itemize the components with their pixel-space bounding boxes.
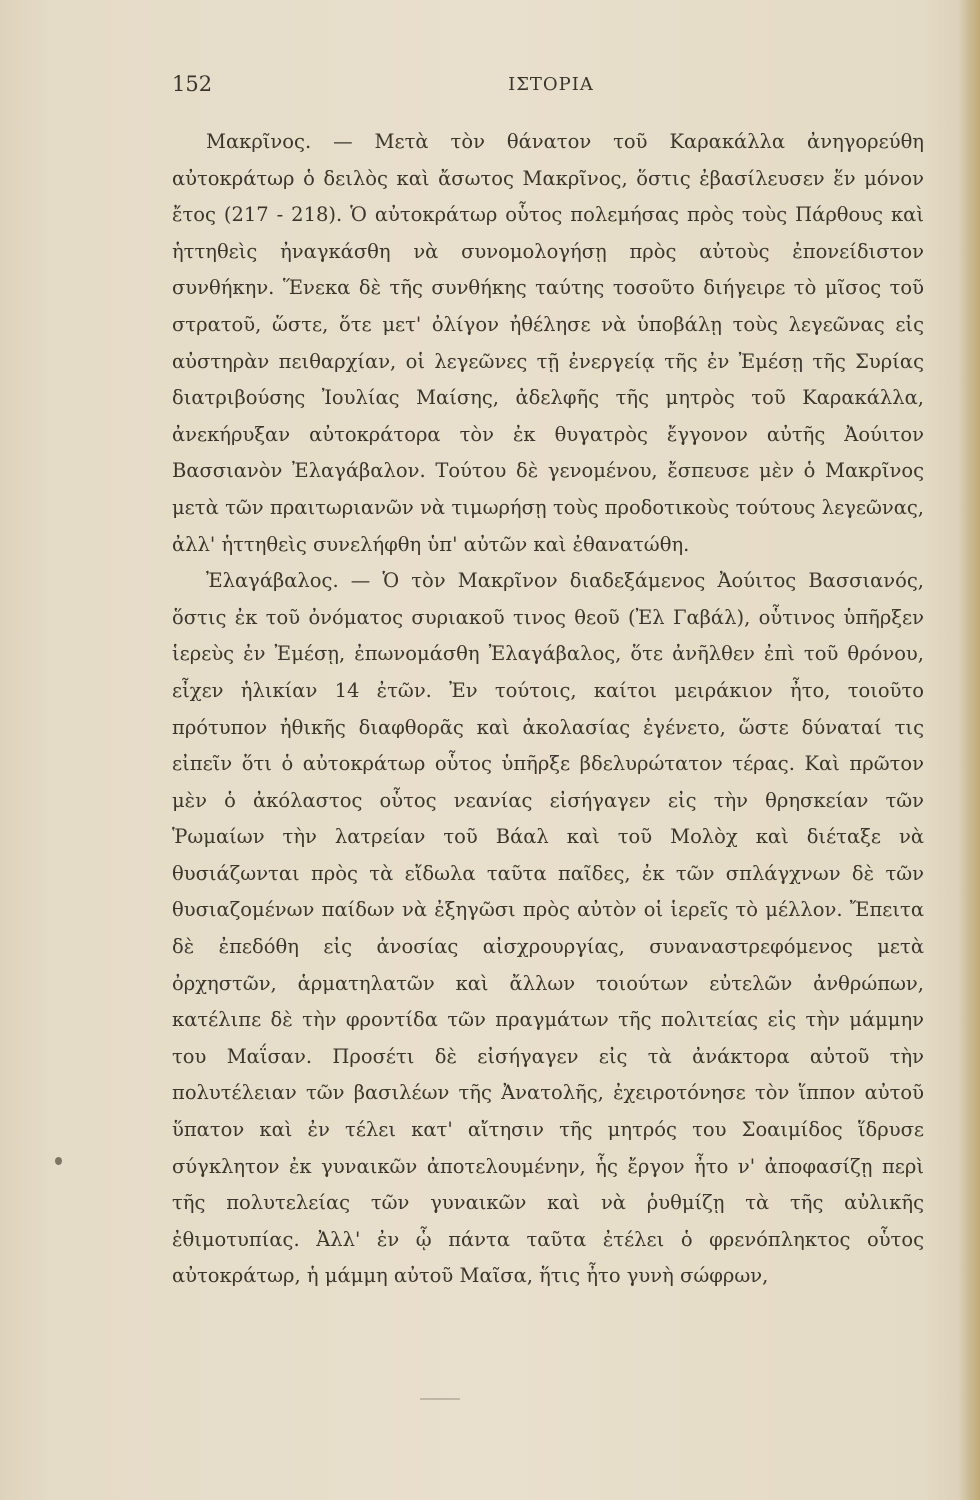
body-text: [172, 124, 924, 1295]
page-edge-shadow: [958, 0, 980, 1500]
page-number: 152: [172, 72, 213, 96]
running-title: ΙΣΤΟΡΙΑ: [508, 74, 594, 95]
paragraph-macrinus: Μακρῖνος. — Μετὰ τὸν θάνατον τοῦ Καρακάλλα ἀνηγορεύθη αὐτοκράτωρ ὁ δειλὸς καὶ ἄσωτος Μακρῖνος, ὅστις ἐβασίλευσεν ἕν μόνον ἔτος (217 - 218). Ὁ αὐτοκράτωρ οὗτος πολεμήσας πρὸς τοὺς Πάρθους καὶ ἡττηθεὶς ἠναγκάσθη νὰ συνομολογήσῃ πρὸς αὐτοὺς ἐπονείδιστον συνθήκην. Ἕνεκα δὲ τῆς συνθήκης ταύτης τοσοῦτο διήγειρε τὸ μῖσος τοῦ στρατοῦ, ὥστε, ὅτε μετ' ὀλίγον ἠθέλησε νὰ ὑποβάλῃ τοὺς λεγεῶνας εἰς αὐστηρὰν πειθαρχίαν, οἱ λεγεῶνες τῇ ἐνεργείᾳ τῆς ἐν Ἐμέσῃ τῆς Συρίας διατριβούσης Ἰουλίας Μαίσης, ἀδελφῆς τῆς μητρὸς τοῦ Καρακάλλα, ἀνεκήρυξαν αὐτοκράτορα τὸν ἐκ θυγατρὸς ἔγγονον αὐτῆς Ἀούιτον Βασσιανὸν Ἐλαγάβαλον. Τούτου δὲ γενομένου, ἔσπευσε μὲν ὁ Μακρῖνος μετὰ τῶν πραιτωριανῶν νὰ τιμωρήσῃ τοὺς προδοτικοὺς τούτους λεγεῶνας, ἀλλ' ἡττηθεὶς συνελήφθη ὑπ' αὐτῶν καὶ ἐθανατώθη.: [172, 130, 924, 556]
ink-speck: [55, 1157, 62, 1165]
page-header: [172, 72, 930, 104]
paragraph-elagabalus: Ἐλαγάβαλος. — Ὁ τὸν Μακρῖνον διαδεξάμενος Ἀούιτος Βασσιανός, ὅστις ἐκ τοῦ ὀνόματος συριακοῦ τινος θεοῦ (Ἐλ Γαβάλ), οὗτινος ὑπῆρξεν ἱερεὺς ἐν Ἐμέσῃ, ἐπωνομάσθη Ἐλαγάβαλος, ὅτε ἀνῆλθεν ἐπὶ τοῦ θρόνου, εἶχεν ἡλικίαν 14 ἐτῶν. Ἐν τούτοις, καίτοι μειράκιον ἦτο, τοιοῦτο πρότυπον ἠθικῆς διαφθορᾶς καὶ ἀκολασίας ἐγένετο, ὥστε δύναταί τις εἰπεῖν ὅτι ὁ αὐτοκράτωρ οὗτος ὑπῆρξε βδελυρώτατον τέρας. Καὶ πρῶτον μὲν ὁ ἀκόλαστος οὗτος νεανίας εἰσήγαγεν εἰς τὴν θρησκείαν τῶν Ῥωμαίων τὴν λατρείαν τοῦ Βάαλ καὶ τοῦ Μολὸχ καὶ διέταξε νὰ θυσιάζωνται πρὸς τὰ εἴδωλα ταῦτα παῖδες, ἐκ τῶν σπλάγχνων δὲ τῶν θυσιαζομένων παίδων νὰ ἐξηγῶσι πρὸς αὐτὸν οἱ ἱερεῖς τὸ μέλλον. Ἔπειτα δὲ ἐπεδόθη εἰς ἀνοσίας αἰσχρουργίας, συναναστρεφόμενος μετὰ ὀρχηστῶν, ἁρματηλατῶν καὶ ἄλλων τοιούτων εὐτελῶν ἀνθρώπων, κατέλιπε δὲ τὴν φροντίδα τῶν πραγμάτων τῆς πολιτείας εἰς τὴν μάμμην του Μαΐσαν. Προσέτι δὲ εἰσήγαγεν εἰς τὰ ἀνάκτορα αὐτοῦ τὴν πολυτέλειαν τῶν βασιλέων τῆς Ἀνατολῆς, ἐχειροτόνησε τὸν ἵππον αὐτοῦ ὕπατον καὶ ἐν τέλει κατ' αἴτησιν τῆς μητρός του Σοαιμίδος ἵδρυσε σύγκλητον ἐκ γυναικῶν ἀποτελουμένην, ἧς ἔργον ἦτο ν' ἀποφασίζῃ περὶ τῆς πολυτελείας τῶν γυναικῶν καὶ νὰ ῥυθμίζῃ τὰ τῆς αὐλικῆς ἐθιμοτυπίας. Ἀλλ' ἐν ᾧ πάντα ταῦτα ἐτέλει ὁ φρενόπληκτος οὗτος αὐτοκράτωρ, ἡ μάμμη αὐτοῦ Μαῖσα, ἥτις ἦτο γυνὴ σώφρων,: [172, 569, 924, 1288]
print-mark: [420, 1398, 460, 1400]
